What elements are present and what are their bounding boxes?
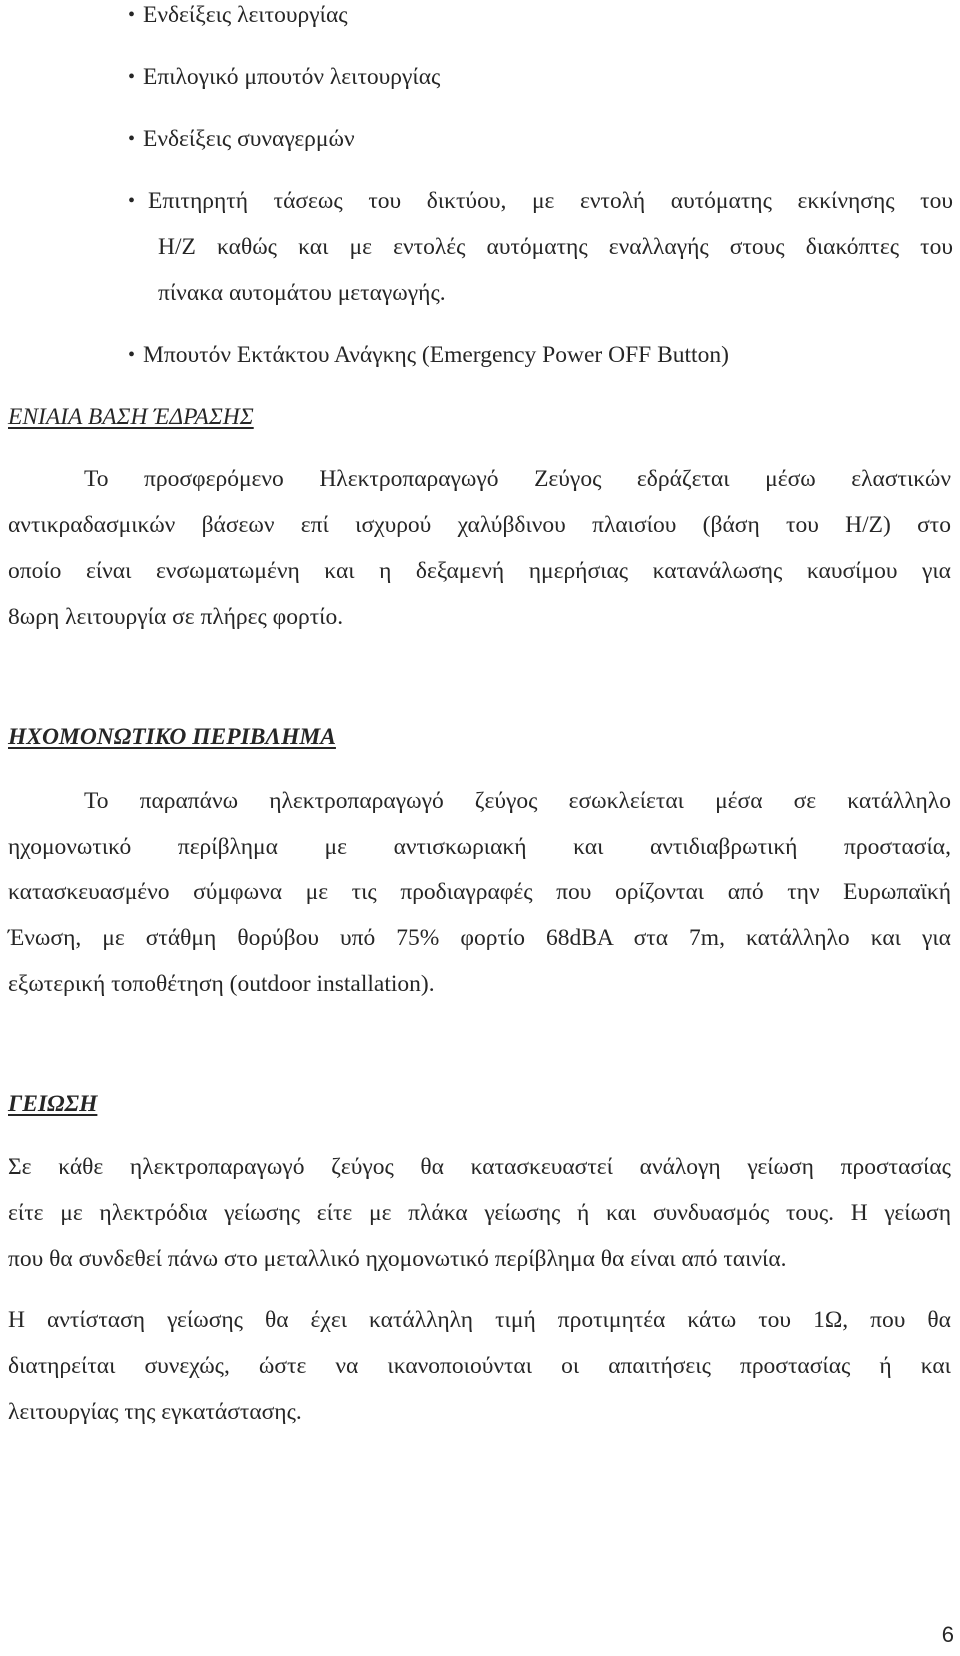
bullet-marker: • <box>128 190 136 212</box>
paragraph-line: λειτουργίας της εγκατάστασης. <box>8 1399 302 1425</box>
bullet-marker: • <box>128 4 136 26</box>
section-heading-enclosure: ΗΧΟΜΟΝΩΤΙΚΟ ΠΕΡΙΒΛΗΜΑ <box>8 724 336 750</box>
paragraph-line: εξωτερική τοποθέτηση (outdoor installation). <box>8 971 435 997</box>
paragraph-line: Η αντίσταση γείωσης θα έχει κατάλληλη τιμή προτιμητέα κάτω του 1Ω, που θα <box>8 1307 951 1333</box>
paragraph-line: οποίο είναι ενσωματωμένη και η δεξαμενή ημερήσιας κατανάλωσης καυσίμου για <box>8 558 951 584</box>
bullet-item-line: πίνακα αυτομάτου μεταγωγής. <box>158 280 446 306</box>
section-heading-grounding: ΓΕΙΩΣΗ <box>8 1091 98 1117</box>
paragraph-line: που θα συνδεθεί πάνω στο μεταλλικό ηχομονωτικό περίβλημα θα είναι από ταινία. <box>8 1246 787 1272</box>
bullet-marker: • <box>128 128 136 150</box>
paragraph-line: κατασκευασμένο σύμφωνα με τις προδιαγραφές που ορίζονται από την Ευρωπαϊκή <box>8 879 951 905</box>
bullet-item-emergency-button: Μπουτόν Εκτάκτου Ανάγκης (Emergency Power OFF Button) <box>143 342 729 368</box>
paragraph-line: ηχομονωτικό περίβλημα με αντισκωριακή και αντιδιαβρωτική προστασία, <box>8 834 951 860</box>
paragraph-line: 8ωρη λειτουργία σε πλήρες φορτίο. <box>8 604 344 630</box>
bullet-marker: • <box>128 66 136 88</box>
bullet-marker: • <box>128 344 136 366</box>
paragraph-line: αντικραδασμικών βάσεων επί ισχυρού χαλύβδινου πλαισίου (βάση του Η/Ζ) στο <box>8 512 951 538</box>
section-heading-base: ΕΝΙΑΙΑ ΒΑΣΗ ΈΔΡΑΣΗΣ <box>8 404 254 430</box>
paragraph-line: Ένωση, με στάθμη θορύβου υπό 75% φορτίο 68dBA στα 7m, κατάλληλο και για <box>8 925 951 951</box>
paragraph-line: είτε με ηλεκτρόδια γείωσης είτε με πλάκα γείωσης ή και συνδυασμός τους. Η γείωση <box>8 1200 951 1226</box>
bullet-item-line: Επιτηρητή τάσεως του δικτύου, με εντολή αυτόματης εκκίνησης του <box>148 188 953 214</box>
paragraph-line: Σε κάθε ηλεκτροπαραγωγό ζεύγος θα κατασκευαστεί ανάλογη γείωση προστασίας <box>8 1154 951 1180</box>
paragraph-line: Το προσφερόμενο Ηλεκτροπαραγωγό Ζεύγος εδράζεται μέσω ελαστικών <box>84 466 951 492</box>
paragraph-line: διατηρείται συνεχώς, ώστε να ικανοποιούνται οι απαιτήσεις προστασίας ή και <box>8 1353 951 1379</box>
bullet-item-alarm-indications: Ενδείξεις συναγερμών <box>143 126 355 152</box>
bullet-item-mode-selector: Επιλογικό μπουτόν λειτουργίας <box>143 64 441 90</box>
bullet-item-line: Η/Ζ καθώς και με εντολές αυτόματης εναλλαγής στους διακόπτες του <box>158 234 953 260</box>
page-number: 6 <box>941 1622 954 1647</box>
paragraph-line: Το παραπάνω ηλεκτροπαραγωγό ζεύγος εσωκλείεται μέσα σε κατάλληλο <box>84 788 951 814</box>
bullet-item-operation-indications: Ενδείξεις λειτουργίας <box>143 2 348 28</box>
